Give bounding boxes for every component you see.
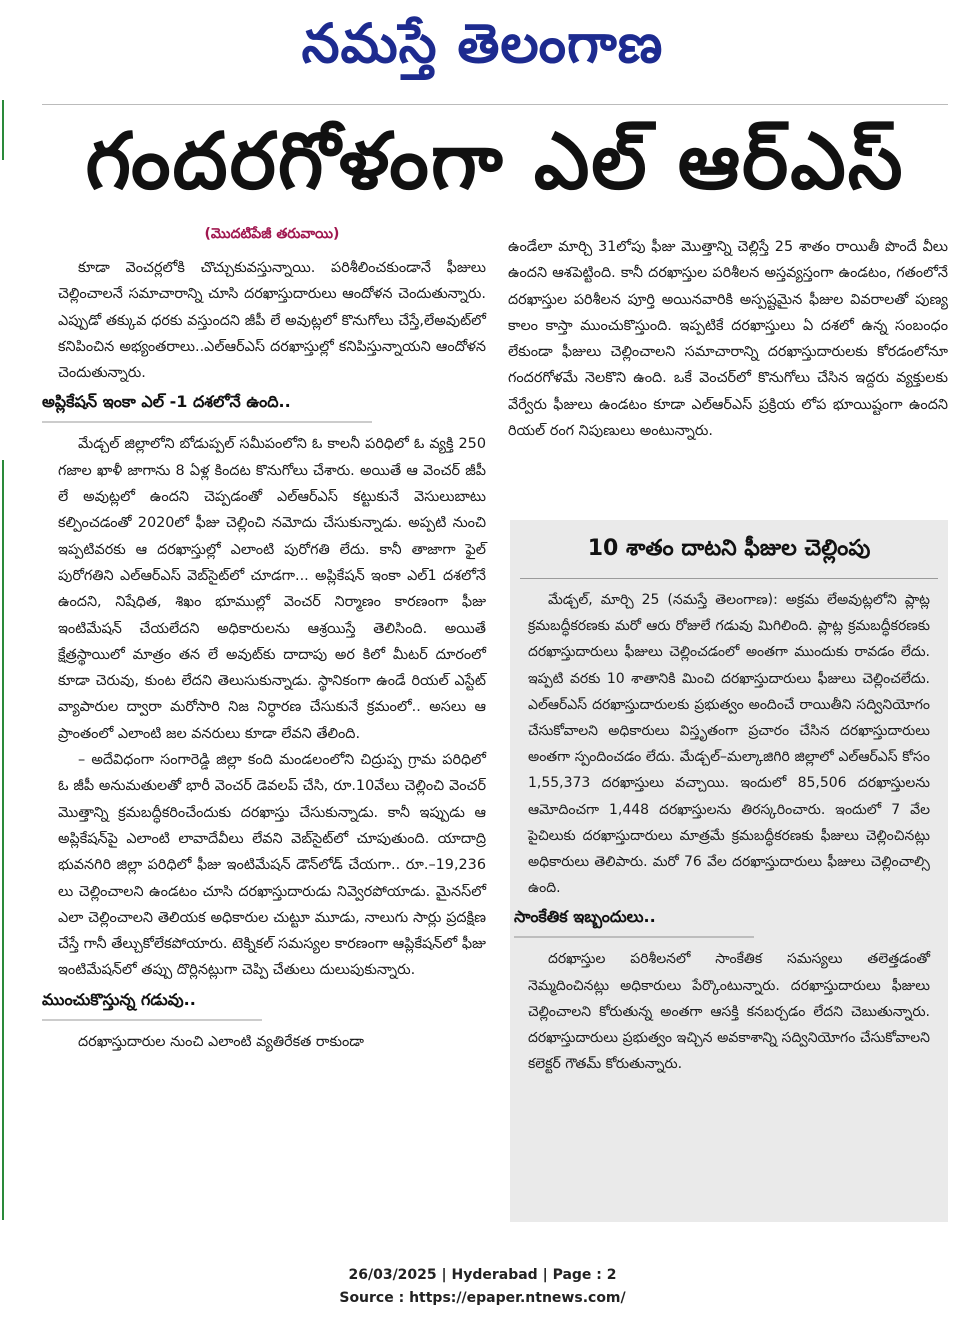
sidebar-box	[510, 520, 948, 1222]
footer-date-line: 26/03/2025 | Hyderabad | Page : 2	[348, 1267, 617, 1283]
article-paragraph: – అదేవిధంగా సంగారెడ్డి జిల్లా కంది మండలంలోని చిద్రుప్ప గ్రామ పరిధిలో ఓ జీపీ అనుమతులతో భారీ వెంచర్ డెవలప్ చేసి, రూ.10వేలు చెల్లించి వెంచర్ మొత్తాన్ని క్రమబద్ధీకరించేందుకు దరఖాస్తు చేసుకున్నాడు. కానీ ఇప్పుడు ఆ అప్లికేషన్‌పై ఎలాంటి లావాదేవీలు లేవని వెబ్‌సైట్‌లో చూపుతుంది. యాదాద్రి భువనగిరి జిల్లా పరిధిలో ఫీజు ఇంటిమేషన్ డౌన్‌లోడ్ చేయగా.. రూ.–19,236 లు చెల్లించాలని ఉండటం చూసి దరఖాస్తుదారుడు నివ్వెరపోయాడు. మైనస్‌లో ఎలా చెల్లించాలని తెలియక అధికారుల చుట్టూ మూడు, నాలుగు సార్లు ప్రదక్షిణ చేస్తే గానీ తేల్చుకోలేకపోయారు. టెక్నికల్ సమస్యల కారణంగా ఆప్లికేషన్‌లో ఫీజు ఇంటిమేషన్‌లో తప్పు దొర్లినట్లుగా చెప్పి చేతులు దులుపుకున్నారు.	[58, 752, 486, 979]
header-divider	[42, 104, 948, 105]
right-column	[508, 234, 948, 444]
box-title: 10 శాతం దాటని ఫీజుల చెల్లింపు	[520, 520, 938, 579]
subheading: అప్లికేషన్ ఇంకా ఎల్ -1 దశలోనే ఉంది..	[42, 392, 372, 423]
masthead: నమస్తే తెలంగాణ	[301, 11, 664, 75]
box-subheading: సాంకేతిక ఇబ్బందులు..	[514, 907, 754, 938]
subheading: ముంచుకొస్తున్న గడువు..	[42, 990, 262, 1021]
headline: గందరగోళంగా ఎల్ ఆర్ఎస్	[85, 117, 905, 207]
box-paragraph: దరఖాస్తుల పరిశీలనలో సాంకేతిక సమస్యలు తలెత్తడంతో నెమ్మదించినట్లు అధికారులు పేర్కొంటున్నారు. దరఖాస్తుదారులు ఫీజులు చెల్లించాలని కోరుతున్న అంతగా ఆసక్తి కనబర్చడం లేదని చెబుతున్నారు. దరఖాస్తుదారులు ప్రభుత్వం ఇచ్చిన అవకాశాన్ని సద్వినియోగం చేసుకోవాలని కలెక్టర్ గౌతమ్ కోరుతున్నారు.	[528, 951, 930, 1073]
footer	[0, 1264, 965, 1310]
box-body	[510, 579, 948, 1077]
article-paragraph: ఉండేలా మార్చి 31లోపు ఫీజు మొత్తాన్ని చెల్లిస్తే 25 శాతం రాయితీ పొందే వీలు ఉందని ఆశపెట్టింది. కానీ దరఖాస్తుల పరిశీలన అస్తవ్యస్తంగా ఉండటం, గతంలోనే దరఖాస్తుల పరిశీలన పూర్తి అయినవారికి అస్పష్టమైన ఫీజుల వివరాలతో పుణ్య కాలం కాస్తా ముంచుకొస్తుంది. ఇప్పటికే దరఖాస్తులు ఏ దశలో ఉన్న సంబంధం లేకుండా ఫీజులు చెల్లించాలని సమాచారాన్ని దరఖాస్తుదారులకు కోరడంలోనూ గందరగోళమే నెలకొని ఉంది. ఒకే వెంచర్‌లో కొనుగోలు చేసిన ఇద్దరు వ్యక్తులకు వేర్వేరు ఫీజులు ఉండటం కూడా ఎల్ఆర్ఎస్ ప్రక్రియ లోప భూయిష్టంగా ఉందని రియల్ రంగ నిపుణులు అంటున్నారు.	[508, 239, 948, 440]
footer-source-line: Source : https://epaper.ntnews.com/	[339, 1290, 626, 1306]
box-paragraph: మేడ్చల్, మార్చి 25 (నమస్తే తెలంగాణ): అక్రమ లేఅవుట్లలోని ప్లాట్ల క్రమబద్ధీకరణకు మరో ఆరు రోజులే గడువు మిగిలింది. ప్లాట్ల క్రమబద్ధీకరణకు దరఖాస్తుదారులు ఫీజులు చెల్లించడంలో అంతగా ముందుకు రావడం లేదు. ఇప్పటి వరకు 10 శాతానికి మించి దరఖాస్తుదారులు ఫీజులు చెల్లించలేదు. ఎల్ఆర్ఎస్ దరఖాస్తుదారులకు ప్రభుత్వం అందించే రాయితీని సద్వినియోగం చేసుకోవాలని అధికారులు విస్తృతంగా ప్రచారం చేసిన దరఖాస్తుదారులు అంతగా స్పందించడం లేదు. మేడ్చల్–మల్కాజిగిరి జిల్లాలో ఎల్ఆర్ఎస్ కోసం 1,55,373 దరఖాస్తులు వచ్చాయి. ఇందులో 85,506 దరఖాస్తులను ఆమోదించగా 1,448 దరఖాస్తులను తిరస్కరించారు. ఇందులో 7 వేల పైచిలుకు దరఖాస్తుదారులు మాత్రమే క్రమబద్ధీకరణకు ఫీజులు చెల్లించినట్లు అధికారులు తెలిపారు. మరో 76 వేల దరఖాస్తుదారులు ఫీజులు చెల్లించాల్సి ఉంది.	[528, 592, 930, 897]
left-column	[42, 226, 486, 1055]
left-margin-rule	[2, 100, 4, 160]
continued-note: (మొదటిపేజీ తరువాయి)	[204, 226, 340, 242]
article-paragraph: కూడా వెంచర్లలోకి చొచ్చుకువస్తున్నాయి. పరిశీలించకుండానే ఫీజులు చెల్లించాలనే సమాచారాన్ని చూసి దరఖాస్తుదారులు ఆందోళన చెందుతున్నారు. ఎప్పుడో తక్కువ ధరకు వస్తుందని జీపీ లే అవుట్లలో కొనుగోలు చేస్తే,లేఅవుట్‌లో కనిపించిన అభ్యంతరాలు..ఎల్ఆర్ఎస్ దరఖాస్తుల్లో కనిపిస్తున్నాయని ఆందోళన చెందుతున్నారు.	[58, 260, 486, 382]
left-margin-rule	[2, 460, 4, 1220]
article-paragraph: మేడ్చల్ జిల్లాలోని బోడుప్పల్ సమీపంలోని ఓ కాలనీ పరిధిలో ఓ వ్యక్తి 250 గజాల ఖాళీ జాగాను 8 ఏళ్ల కిందట కొనుగోలు చేశారు. అయితే ఆ వెంచర్ జీపీ లే అవుట్లలో ఉందని చెప్పడంతో ఎల్ఆర్ఎస్ కట్టుకునే వెసులుబాటు కల్పించడంతో 2020లో ఫీజు చెల్లించి నమోదు చేసుకున్నాడు. అప్పటి నుంచి ఇప్పటివరకు ఆ దరఖాస్తుల్లో ఎలాంటి పురోగతి లేదు. కానీ తాజాగా ఫైల్ పురోగతిని ఎల్ఆర్ఎస్ వెబ్‌సైట్‌లో చూడగా... అప్లికేషన్ ఇంకా ఎల్1 దశలోనే ఉందని, నిషేధిత, శిఖం భూముల్లో వెంచర్ నిర్మాణం కారణంగా ఫీజు ఇంటిమేషన్ చేయలేదని అధికారులను ఆశ్రయిస్తే తెలిసింది. అయితే క్షేత్రస్థాయిలో మాత్రం తన లే అవుట్‌కు దాదాపు అర కిలో మీటర్ దూరంలో కూడా చెరువు, కుంట లేదని తెలుసుకున్నాడు. స్థానికంగా ఉండే రియల్ ఎస్టేట్ వ్యాపారుల ద్వారా మరోసారి నిజ నిర్ధారణ చేసుకునే క్రమంలో.. అసలు ఆ ప్రాంతంలో ఎలాంటి జల వనరులు కూడా లేవని తేలింది.	[58, 436, 486, 742]
article-paragraph: దరఖాస్తుదారుల నుంచి ఎలాంటి వ్యతిరేకత రాకుండా	[78, 1033, 364, 1050]
